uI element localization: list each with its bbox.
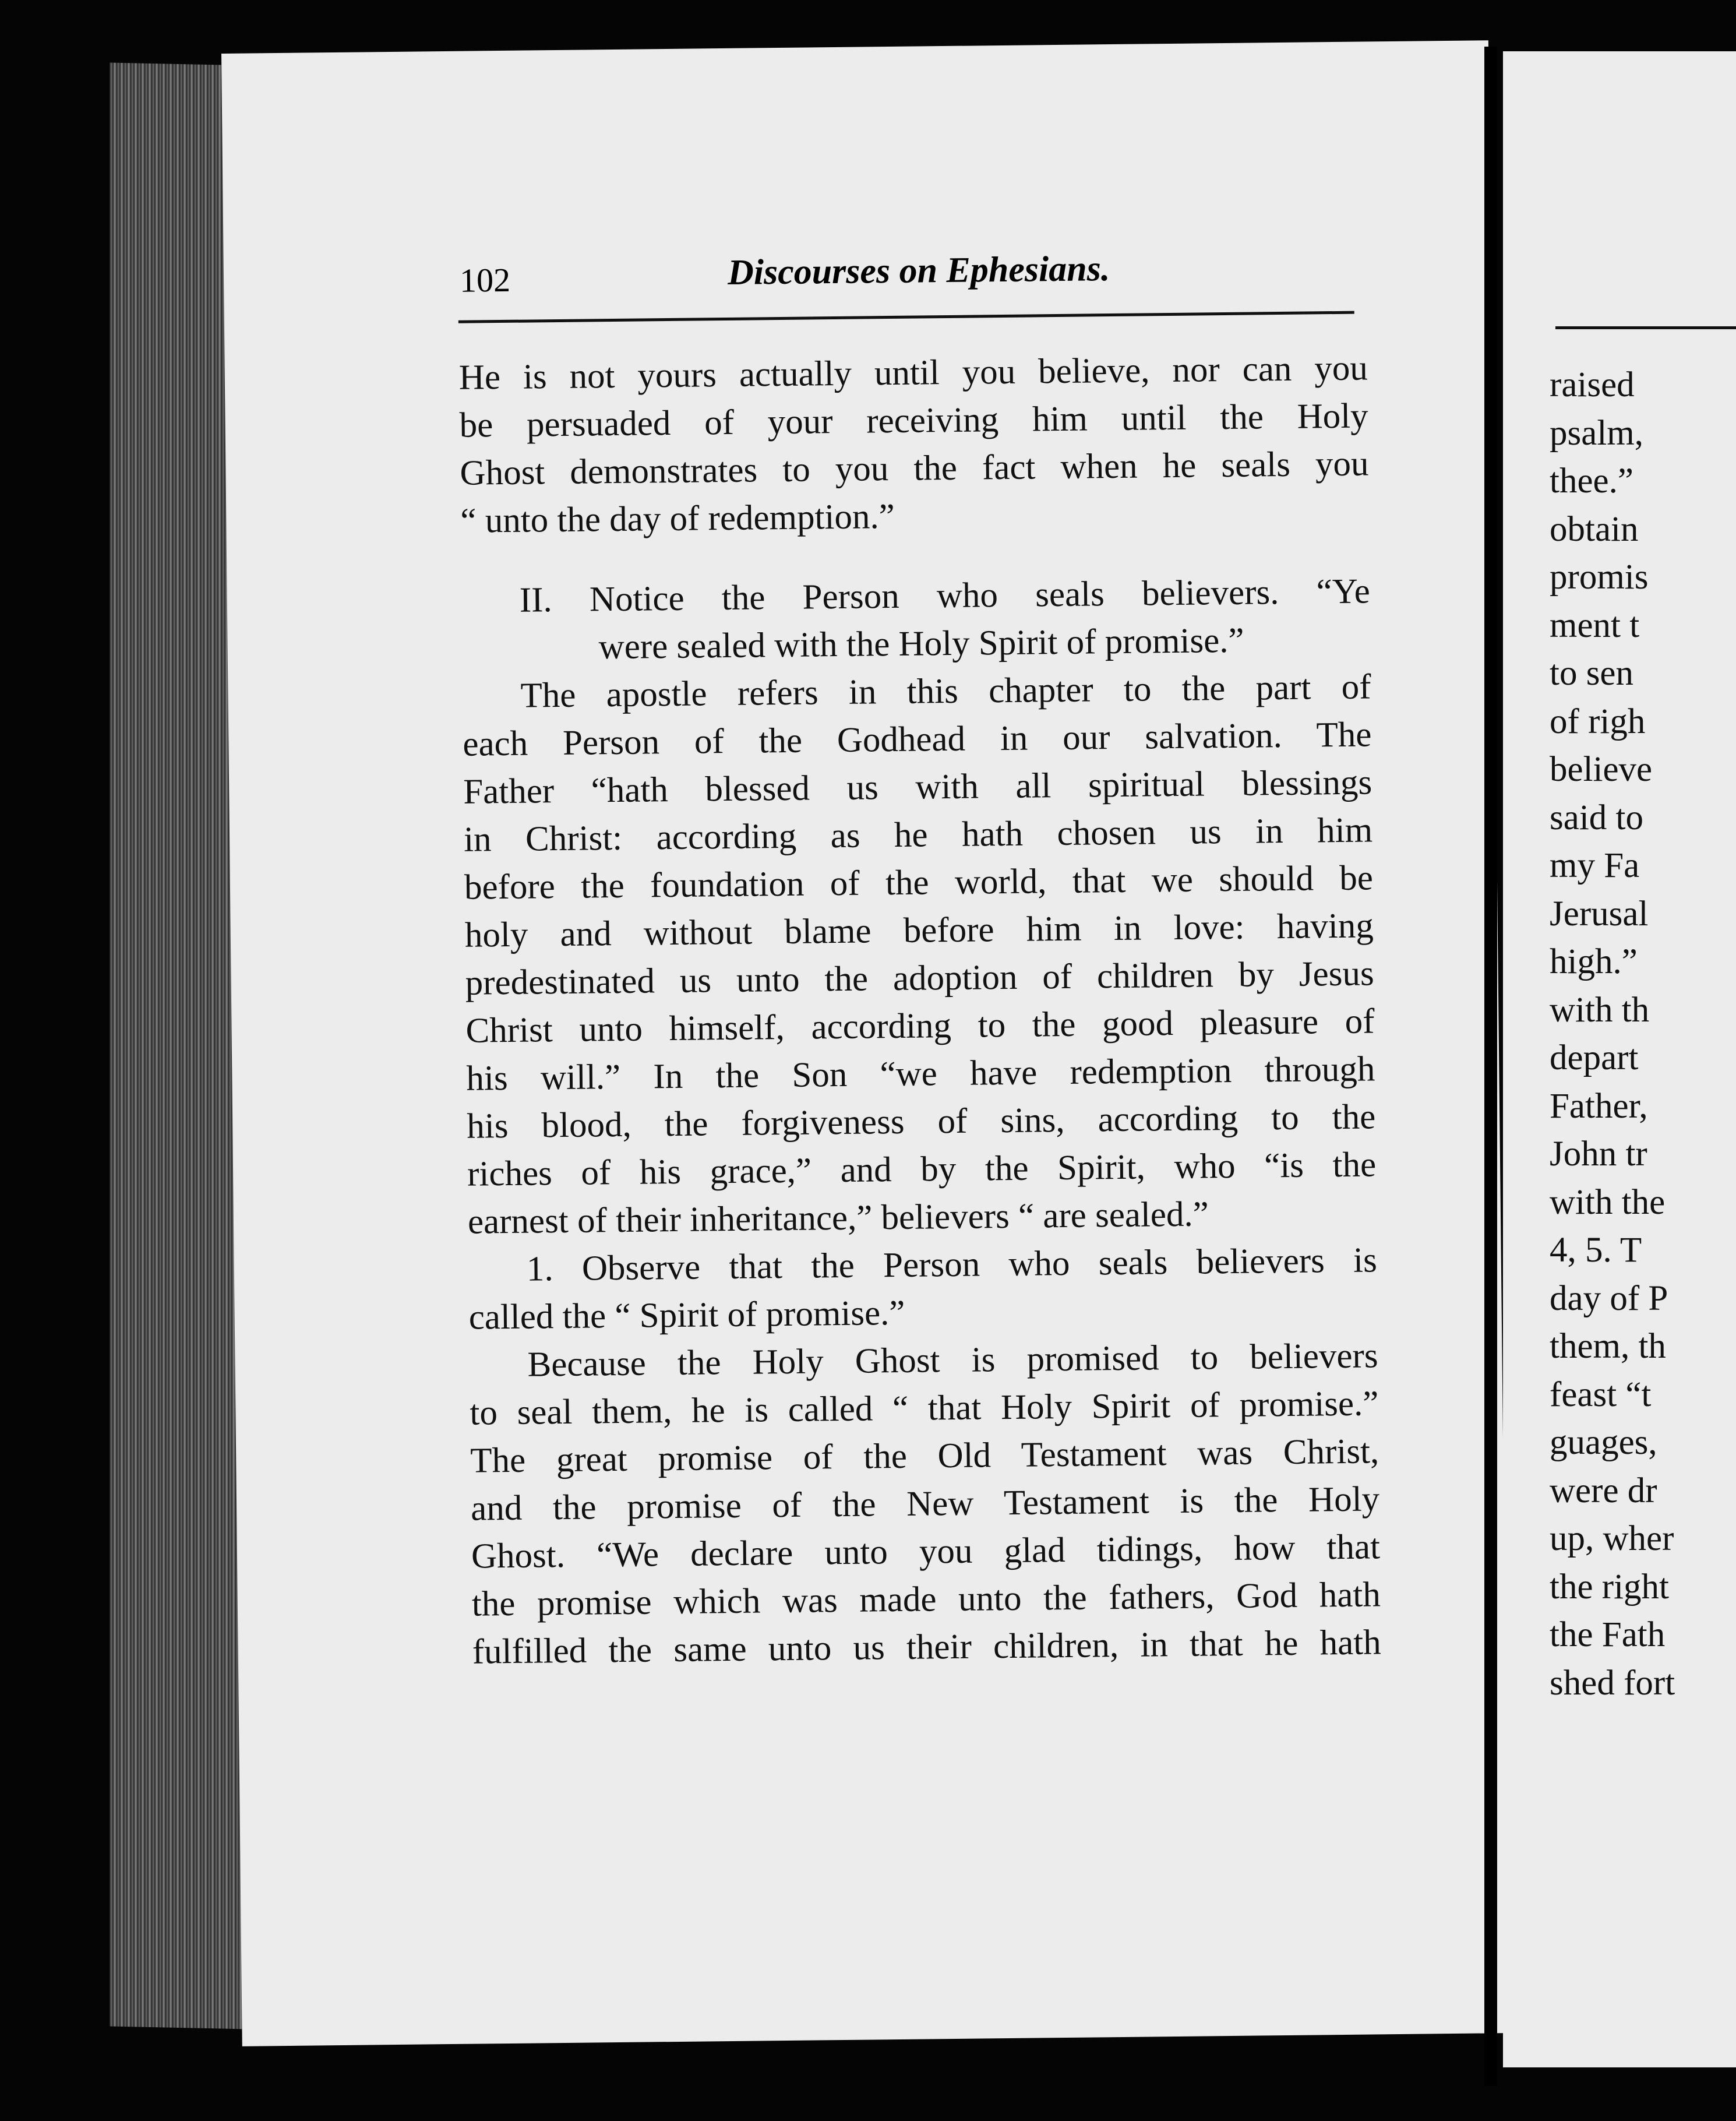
body-text bbox=[458, 344, 1381, 1676]
right-text-line: them, th bbox=[1550, 1327, 1666, 1366]
right-text-line: day of P bbox=[1550, 1278, 1668, 1318]
text-line: earnest of their inheritance,” believers “ are sealed.” bbox=[467, 1195, 1209, 1242]
right-text-line: the right bbox=[1550, 1567, 1669, 1606]
right-text-line: up, wher bbox=[1550, 1519, 1674, 1558]
book-gutter bbox=[1484, 47, 1497, 2086]
text-line: riches of his grace,” and by the Spirit, who “is the bbox=[467, 1145, 1377, 1194]
right-text-line: psalm, bbox=[1550, 413, 1643, 453]
text-line: in Christ: according as he hath chosen us in him bbox=[463, 811, 1373, 859]
section-heading-line: were sealed with the Holy Spirit of promise.” bbox=[598, 621, 1244, 667]
text-line: “ unto the day of redemption.” bbox=[460, 496, 895, 541]
text-line: called the “ Spirit of promise.” bbox=[468, 1293, 905, 1337]
right-page bbox=[1503, 51, 1736, 2067]
text-line: the promise which was made unto the fathers, God hath bbox=[471, 1575, 1381, 1624]
right-text-line: promis bbox=[1550, 558, 1649, 597]
left-page bbox=[221, 40, 1509, 2046]
page-number: 102 bbox=[459, 260, 511, 300]
text-line: be persuaded of your receiving him until the Holy bbox=[459, 396, 1368, 445]
text-line: The great promise of the Old Testament was Christ, bbox=[470, 1432, 1379, 1481]
right-page-text bbox=[1550, 361, 1675, 1707]
right-header-rule bbox=[1555, 326, 1736, 329]
right-text-line: with the bbox=[1550, 1182, 1666, 1222]
right-text-line: raised bbox=[1550, 365, 1635, 404]
right-text-line: John tr bbox=[1550, 1135, 1647, 1174]
text-line: before the foundation of the world, that we should be bbox=[464, 858, 1374, 907]
right-text-line: believe bbox=[1550, 750, 1653, 789]
text-line: Because the Holy Ghost is promised to believers bbox=[527, 1336, 1378, 1384]
text-line: predestinated us unto the adoption of children by Jesus bbox=[465, 954, 1374, 1003]
right-text-line: thee.” bbox=[1550, 461, 1633, 501]
header-rule bbox=[458, 311, 1354, 323]
page-header bbox=[460, 249, 1555, 308]
right-text-line: of righ bbox=[1550, 702, 1646, 741]
text-line: The apostle refers in this chapter to the part of bbox=[520, 667, 1371, 716]
right-text-line: with th bbox=[1550, 990, 1650, 1030]
text-line: 1. Observe that the Person who seals believers is bbox=[526, 1241, 1378, 1289]
text-line: his blood, the forgiveness of sins, according to the bbox=[466, 1097, 1376, 1146]
right-text-line: high.” bbox=[1550, 942, 1638, 981]
right-text-line: Father, bbox=[1550, 1086, 1648, 1126]
right-text-line: obtain bbox=[1550, 509, 1639, 549]
right-text-line: depart bbox=[1550, 1038, 1639, 1077]
text-line: fulfilled the same unto us their children, in that he hath bbox=[472, 1623, 1382, 1672]
text-line: holy and without blame before him in love: having bbox=[464, 906, 1374, 955]
text-line: each Person of the Godhead in our salvation. The bbox=[463, 715, 1372, 764]
text-line: to seal them, he is called “ that Holy Spirit of promise.” bbox=[470, 1384, 1379, 1433]
text-line: Ghost demonstrates to you the fact when he seals you bbox=[460, 444, 1369, 493]
right-text-line: my Fa bbox=[1550, 846, 1640, 885]
right-text-line: 4, 5. T bbox=[1550, 1231, 1642, 1270]
text-line: He is not yours actually until you believe, nor can you bbox=[458, 348, 1368, 397]
right-text-line: said to bbox=[1550, 798, 1643, 837]
section-heading-line: II. Notice the Person who seals believers. “Ye bbox=[519, 572, 1371, 620]
text-line: his will.” In the Son “we have redemption through bbox=[466, 1049, 1375, 1098]
right-text-line: Jerusal bbox=[1550, 894, 1649, 933]
right-text-line: shed fort bbox=[1550, 1663, 1675, 1703]
text-line: Father “hath blessed us with all spiritual blessings bbox=[463, 763, 1372, 812]
right-text-line: the Fath bbox=[1550, 1615, 1666, 1654]
running-title: Discourses on Ephesians. bbox=[727, 249, 1110, 293]
right-text-line: feast “t bbox=[1550, 1375, 1652, 1414]
right-text-line: ment t bbox=[1550, 605, 1640, 645]
text-line: Ghost. “We declare unto you glad tidings, how that bbox=[471, 1527, 1381, 1576]
right-text-line: were dr bbox=[1550, 1471, 1657, 1510]
text-line: and the promise of the New Testament is the Holy bbox=[470, 1479, 1380, 1528]
right-text-line: guages, bbox=[1550, 1423, 1657, 1462]
right-text-line: to sen bbox=[1550, 654, 1634, 693]
text-line: Christ unto himself, according to the good pleasure of bbox=[465, 1002, 1375, 1051]
